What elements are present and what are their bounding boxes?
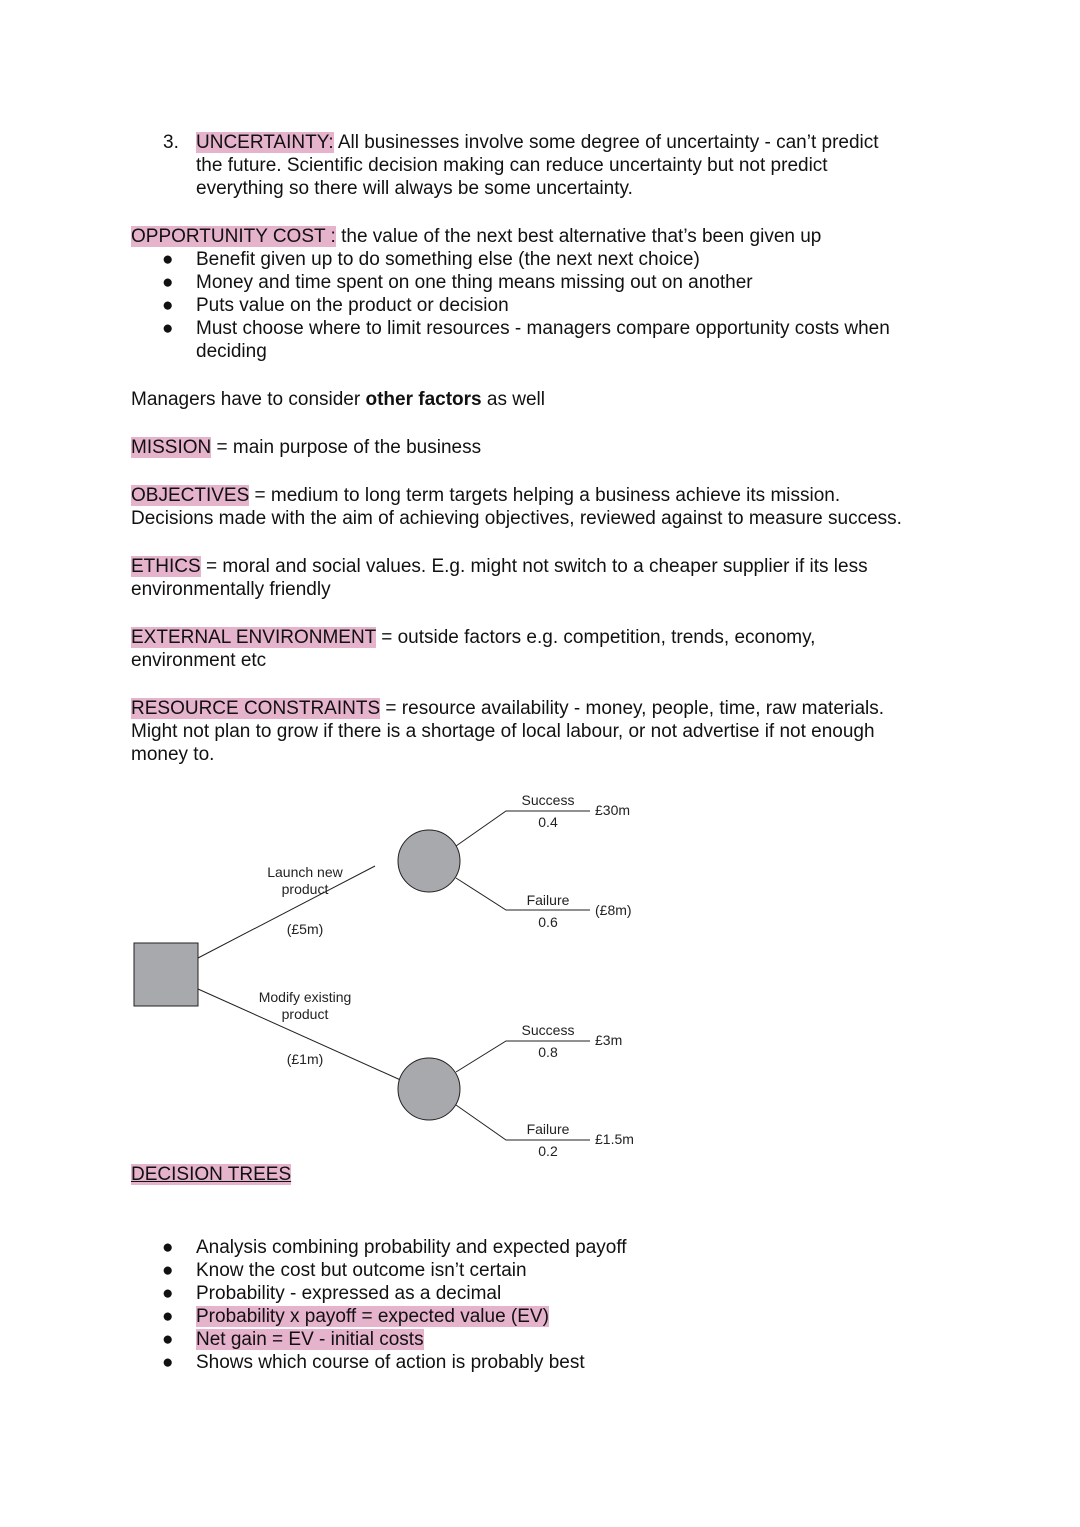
resources-line-3: money to. xyxy=(131,744,215,765)
modify-label-1: Modify existing xyxy=(258,989,352,1005)
list-item: ● Money and time spent on one thing means missing out on another xyxy=(162,272,753,293)
opportunity-cost-term: OPPORTUNITY COST : xyxy=(131,226,336,247)
branch-success-2 xyxy=(456,1041,590,1072)
resources-line-2: Might not plan to grow if there is a shortage of local labour, or not advertise if not enough xyxy=(131,721,875,742)
list-item: ● Analysis combining probability and expected payoff xyxy=(162,1237,627,1258)
outcome-label: Failure xyxy=(526,892,570,908)
bullet-icon: ● xyxy=(162,1329,174,1350)
launch-cost: (£5m) xyxy=(286,921,324,937)
outcome-label: Failure xyxy=(526,1121,570,1137)
uncertainty-line-1: UNCERTAINTY: All businesses involve some degree of uncertainty - can’t predict xyxy=(196,132,879,153)
external-term: EXTERNAL ENVIRONMENT xyxy=(131,627,376,648)
launch-label-1: Launch new xyxy=(267,864,343,880)
decision-trees-heading: DECISION TREES xyxy=(131,1164,292,1185)
outcome-probability: 0.4 xyxy=(538,814,558,830)
list-item: ● Net gain = EV - initial costs xyxy=(162,1329,424,1350)
list-item: ● Shows which course of action is probably best xyxy=(162,1352,585,1373)
outcome-label: Success xyxy=(521,1022,575,1038)
list-item: ● Puts value on the product or decision xyxy=(162,295,509,316)
other-factors-bold: other factors xyxy=(365,389,482,410)
bullet-icon: ● xyxy=(162,1306,174,1327)
bullet-icon: ● xyxy=(162,1283,174,1304)
mission-line: MISSION = main purpose of the business xyxy=(131,437,482,458)
uncertainty-line-2: the future. Scientific decision making can reduce uncertainty but not predict xyxy=(196,155,828,176)
bullet-icon: ● xyxy=(162,249,174,270)
ethics-line-1: ETHICS = moral and social values. E.g. might not switch to a cheaper supplier if its less xyxy=(131,556,868,577)
decision-node-icon xyxy=(134,943,198,1006)
chance-node-icon xyxy=(398,830,460,892)
objectives-line-2: Decisions made with the aim of achieving objectives, reviewed against to measure success. xyxy=(131,508,902,529)
modify-cost: (£1m) xyxy=(286,1051,324,1067)
opportunity-cost-list xyxy=(130,248,890,363)
list-item: ● Must choose where to limit resources - managers compare opportunity costs when xyxy=(162,318,890,339)
branch-failure-2 xyxy=(456,1105,590,1140)
branch-success-1 xyxy=(456,811,590,846)
outcome-label: Success xyxy=(521,792,575,808)
branch-modify xyxy=(198,989,405,1082)
bullet-icon: ● xyxy=(162,272,174,293)
list-item: ● Probability x payoff = expected value (EV) xyxy=(162,1306,549,1327)
bullet-icon: ● xyxy=(162,318,174,339)
list-item: ● Benefit given up to do something else (the next next choice) xyxy=(162,249,700,270)
outcome-probability: 0.8 xyxy=(538,1044,558,1060)
ethics-term: ETHICS xyxy=(131,556,201,577)
list-item: ● Know the cost but outcome isn’t certain xyxy=(162,1260,527,1281)
list-item-continuation: deciding xyxy=(196,341,267,362)
outcome-value: £1.5m xyxy=(595,1131,634,1147)
outcome-probability: 0.6 xyxy=(538,914,558,930)
launch-label-2: product xyxy=(281,881,329,897)
external-line-2: environment etc xyxy=(131,650,267,671)
bullet-icon: ● xyxy=(162,295,174,316)
bullet-icon: ● xyxy=(162,1260,174,1281)
resources-term: RESOURCE CONSTRAINTS xyxy=(131,698,381,719)
bullet-icon: ● xyxy=(162,1352,174,1373)
list-item: ● Probability - expressed as a decimal xyxy=(162,1283,502,1304)
list-number: 3. xyxy=(163,132,179,153)
tree-branches xyxy=(198,811,590,1140)
chance-node-icon xyxy=(398,1058,460,1120)
objectives-line-1: OBJECTIVES = medium to long term targets helping a business achieve its mission. xyxy=(131,485,841,506)
mission-term: MISSION xyxy=(131,437,212,458)
ethics-line-2: environmentally friendly xyxy=(131,579,331,600)
resources-line-1: RESOURCE CONSTRAINTS = resource availability - money, people, time, raw materials. xyxy=(131,698,885,719)
modify-label-2: product xyxy=(281,1006,329,1022)
outcome-value: £30m xyxy=(595,802,631,818)
opportunity-cost-definition: OPPORTUNITY COST : the value of the next best alternative that’s been given up xyxy=(131,226,822,247)
other-factors-line: Managers have to consider other factors as well xyxy=(131,389,545,410)
external-line-1: EXTERNAL ENVIRONMENT = outside factors e.g. competition, trends, economy, xyxy=(131,627,816,648)
bullet-icon: ● xyxy=(162,1237,174,1258)
objectives-term: OBJECTIVES xyxy=(131,485,250,506)
decision-trees-list xyxy=(130,1236,627,1374)
branch-failure-1 xyxy=(456,878,590,910)
uncertainty-term: UNCERTAINTY: xyxy=(196,132,334,153)
outcome-value: £3m xyxy=(595,1032,623,1048)
uncertainty-line-3: everything so there will always be some uncertainty. xyxy=(196,178,633,199)
outcome-value: (£8m) xyxy=(595,902,632,918)
outcome-probability: 0.2 xyxy=(538,1143,558,1159)
branch-launch xyxy=(198,866,375,958)
